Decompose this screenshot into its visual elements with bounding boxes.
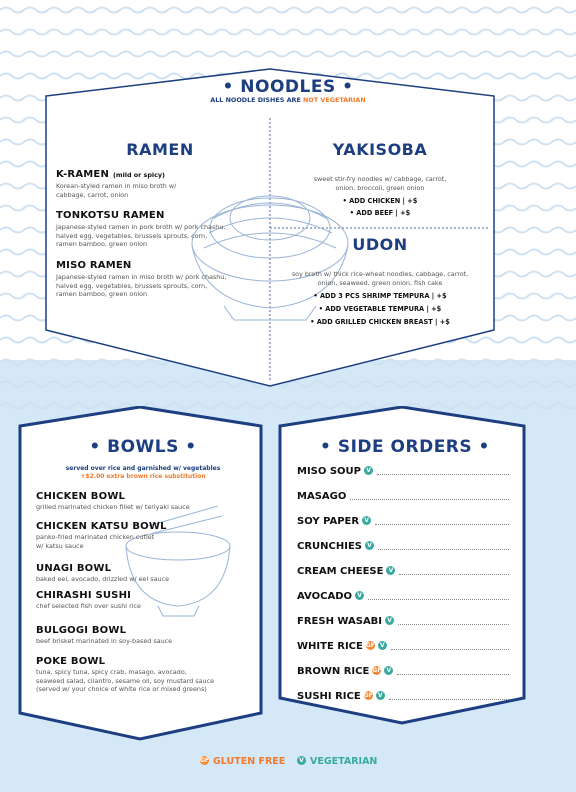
side-order-name: AVOCADO [297,590,353,602]
side-order-row [297,689,509,703]
side-order-name: MISO SOUP [297,465,362,477]
side-order-row [297,514,509,528]
yakisoba-addon: • ADD BEEF | +$ [349,209,411,217]
udon-addon: • ADD GRILLED CHICKEN BREAST | +$ [310,318,450,326]
udon-addon: • ADD 3 PCS SHRIMP TEMPURA | +$ [313,292,447,300]
legend-gluten-free [200,756,285,767]
dot-leader [375,524,509,525]
legend-vegetarian [297,756,377,767]
dot-leader [350,499,509,500]
bowl-item-desc: tuna, spicy tuna, spicy crab, masago, avocado, [36,668,187,676]
side-order-row [297,464,509,478]
side-order-name: CRUNCHIES [297,540,362,552]
bowl-item-desc: baked eel, avocado, drizzled w/ eel sauce [36,575,170,583]
side-order-name: SUSHI RICE [297,690,361,702]
dot-leader [378,549,509,550]
bowl-item-name: CHICKEN BOWL [36,491,126,502]
bowls-extra-note: +$2.00 extra brown rice substitution [80,473,206,480]
udon-addon: • ADD VEGETABLE TEMPURA | +$ [318,305,442,313]
dot-leader [368,599,509,600]
ramen-item-name: TONKOTSU RAMEN [56,210,165,221]
side-order-name: MASAGO [297,490,347,502]
udon-desc [272,270,488,287]
vegetarian-icon: V [385,616,394,625]
yakisoba-addon: • ADD CHICKEN | +$ [342,197,418,205]
noodles-title: • NOODLES • [222,77,354,97]
side-order-name: FRESH WASABI [297,615,383,627]
vegetarian-icon: V [386,566,395,575]
legend-gluten-free-label: GLUTEN FREE [213,756,286,767]
gluten-free-icon: GF [372,666,382,674]
noodles-note-highlight: NOT VEGETARIAN [303,96,366,104]
bowl-item-name: CHIRASHI SUSHI [36,590,132,601]
side-order-name: CREAM CHEESE [297,565,384,577]
bowls-title: • BOWLS • [89,437,197,457]
side-order-row [297,564,509,578]
dot-leader [391,649,509,650]
bowl-item-name: UNAGI BOWL [36,563,112,574]
ramen-item-desc: cabbage, carrot, onion [56,190,129,199]
dot-leader [389,699,509,700]
bowl-item-desc: seaweed salad, cilantro, sesame oil, soy mustard sauce [36,676,215,685]
ramen-item-desc: Korean-styled ramen in miso broth w/ [56,182,177,190]
vegetarian-icon: V [384,666,393,675]
gluten-free-icon: GF [365,641,375,649]
ramen-item-name: K-RAMEN [56,169,110,180]
side-order-name: SOY PAPER [297,515,360,527]
noodles-note-prefix: ALL NOODLE DISHES ARE [210,96,304,104]
side-order-row [297,614,509,628]
vegetarian-icon: V [365,541,374,550]
side-orders-title: • SIDE ORDERS • [320,437,490,457]
side-order-name: WHITE RICE [297,640,363,652]
udon-desc-line: soy broth w/ thick rice-wheat noodles, cabbage, carrot, [291,270,469,278]
vegetarian-icon: V [378,641,387,650]
udon-title: UDON [352,235,408,254]
side-order-row [297,639,509,653]
yakisoba-desc [290,175,470,192]
dot-leader [377,474,509,475]
bowl-item-desc: (served w/ your choice of white rice or mixed greens) [36,685,207,694]
gluten-free-icon: GF [363,691,373,699]
ramen-item-desc: halved egg, vegetables, brussels sprouts, corn, [56,231,208,240]
bowl-item-name: POKE BOWL [36,656,106,667]
side-order-name: BROWN RICE [297,665,370,677]
ramen-item-desc: Japanese-styled ramen in pork broth w/ pork chashu, [56,223,226,231]
yakisoba-desc-line: sweet stir-fry noodles w/ cabbage, carrot, [313,175,447,183]
ramen-item-name: MISO RAMEN [56,260,132,271]
ramen-item-desc: halved egg, vegetables, brussels sprouts, corn, [56,281,208,290]
dot-leader [398,624,509,625]
vegetarian-icon: V [362,516,371,525]
ramen-item-desc: ramen bamboo, green onion [56,240,148,249]
udon-desc-line: onion, seaweed, green onion, fish cake [317,278,443,287]
bowl-item-desc: grilled marinated chicken fillet w/ teriyaki sauce [36,503,190,511]
ramen-item-tag: (mild or spicy) [113,171,165,179]
ramen-item-desc: Japanese-styled ramen in miso broth w/ pork chashu, [56,273,227,281]
bowl-item-desc: beef brisket marinated in soy-based sauce [36,637,173,645]
yakisoba-desc-line: onion, broccoli, green onion [335,183,425,192]
legend-vegetarian-label: VEGETARIAN [310,756,378,767]
bowl-item-desc: chef selected fish over sushi rice [36,602,141,610]
vegetarian-icon: V [297,756,306,765]
side-order-row [297,489,509,503]
ramen-title: RAMEN [126,140,194,159]
gluten-free-icon: GF [200,757,210,764]
vegetarian-icon: V [364,466,373,475]
vegetarian-icon: V [376,691,385,700]
bowls-note: served over rice and garnished w/ vegetables [65,465,221,472]
noodles-note [150,96,426,104]
side-order-row [297,589,509,603]
side-order-row [297,664,509,678]
bowl-item-name: BULGOGI BOWL [36,625,127,636]
yakisoba-title: YAKISOBA [332,140,428,159]
bowl-item-desc: panko-fried marinated chicken cutlet [36,533,155,541]
vegetarian-icon: V [355,591,364,600]
bowl-item-name: CHICKEN KATSU BOWL [36,521,167,532]
dot-leader [397,674,509,675]
ramen-item-desc: ramen bamboo, green onion [56,290,148,299]
side-order-row [297,539,509,553]
dot-leader [399,574,509,575]
bowl-item-desc: w/ katsu sauce [36,541,84,550]
